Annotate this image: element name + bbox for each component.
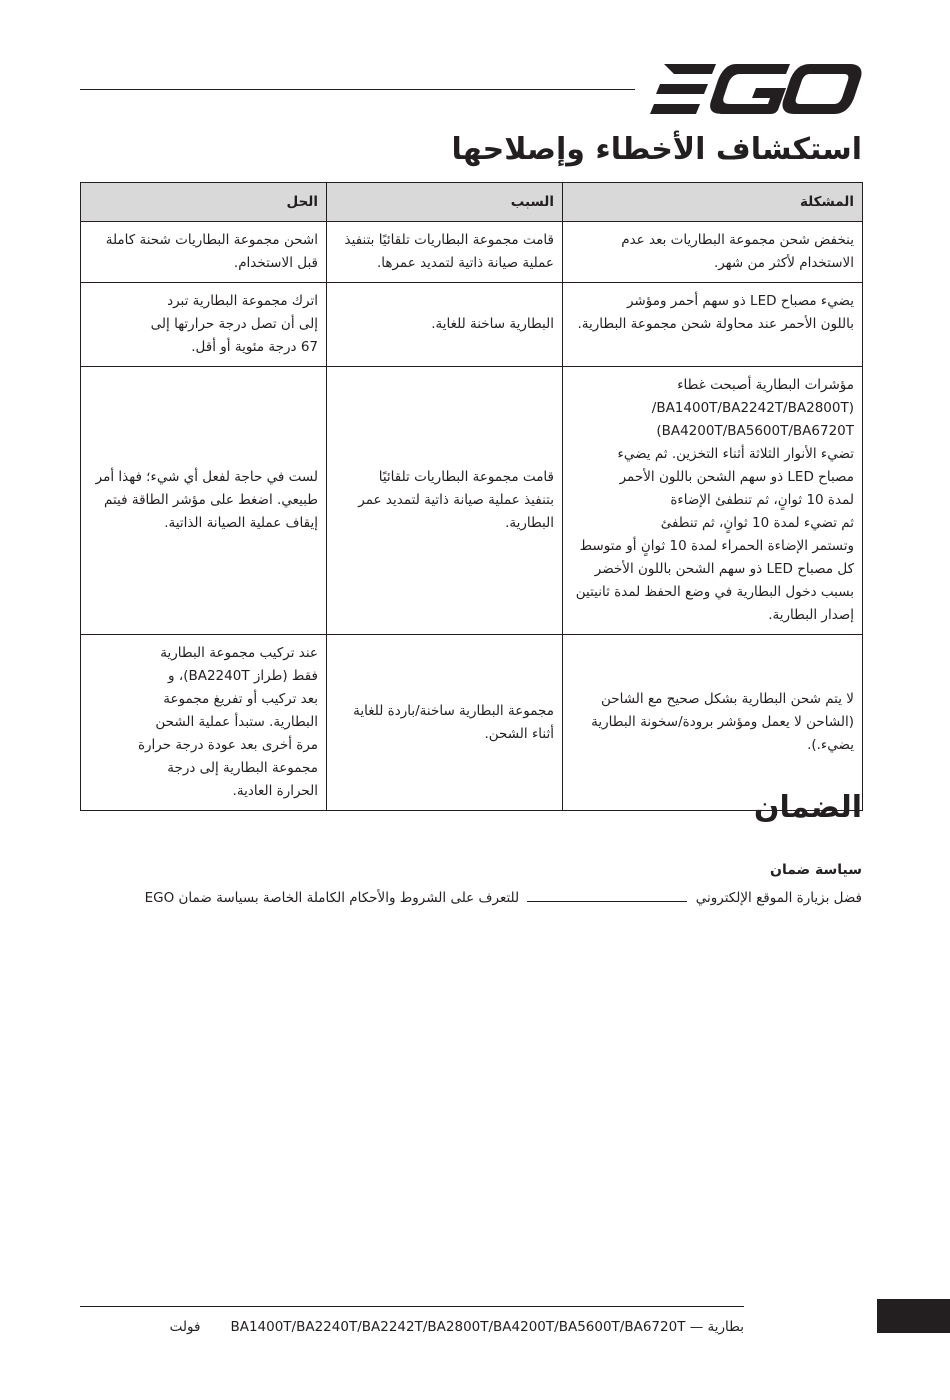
solution-text: عند تركيب مجموعة البطارية فقط (طراز BA2240T)، و بعد تركيب أو تفريغ مجموعة البطارية. ستبدأ عملية الشحن مرة أخرى بعد عودة درجة حرارة مجموعة البطارية إلى درجة الحرارة العادية.: [137, 645, 318, 799]
table-row: [81, 222, 863, 283]
solution-cell: [81, 222, 327, 283]
header-solution: الحل: [81, 183, 327, 222]
solution-cell: [81, 283, 327, 367]
table-row: [81, 635, 863, 811]
website-blank-line: [527, 889, 687, 902]
solution-text: لست في حاجة لفعل أي شيء؛ فهذا أمر طبيعي. اضغط على مؤشر الطاقة فيتم إيقاف عملية الصيانة الذاتية.: [95, 469, 318, 531]
policy-text-before: فضل بزيارة الموقع الإلكتروني: [695, 890, 862, 906]
problem-cell: [563, 635, 863, 811]
page-title: استكشاف الأخطاء وإصلاحها: [451, 132, 862, 167]
solution-cell: [81, 635, 327, 811]
table-header-row: [81, 183, 863, 222]
solution-text: اشحن مجموعة البطاريات شحنة كاملة قبل الاستخدام.: [105, 232, 318, 271]
warranty-policy-heading: سياسة ضمان: [770, 862, 862, 878]
problem-cell: [563, 222, 863, 283]
footer-rule: [80, 1306, 744, 1307]
table-row: [81, 283, 863, 367]
problem-cell: [563, 367, 863, 635]
cause-cell: [327, 367, 563, 635]
problem-text: لا يتم شحن البطارية بشكل صحيح مع الشاحن (الشاحن لا يعمل ومؤشر برودة/سخونة البطارية يضيء.).: [591, 691, 854, 753]
cause-cell: [327, 635, 563, 811]
problem-text: ينخفض شحن مجموعة البطاريات بعد عدم الاستخدام لأكثر من شهر.: [621, 232, 854, 271]
header-rule: [80, 89, 635, 90]
warranty-policy-text: [82, 889, 862, 906]
footer: [80, 1319, 744, 1335]
ego-logo: [650, 62, 862, 116]
page-number-tab: [877, 1299, 950, 1333]
problem-text: مؤشرات البطارية أصبحت غطاء (BA1400T/BA2242T/BA2800T/ BA4200T/BA5600T/BA6720T) تضيء الأنوار الثلاثة أثناء التخزين. ثم يضيء مصباح LED ذو سهم الشحن باللون الأحمر لمدة 10 ثوانٍ، ثم تنطفئ الإضاءة ثم تضيء لمدة 10 ثوانٍ، ثم تنطفئ وتستمر الإضاءة الحمراء لمدة 10 ثوانٍ أو متوسط كل مصباح LED ذو سهم الشحن باللون الأخضر بسبب دخول البطارية في وضع الحفظ لمدة ثانيتين إصدار البطارية.: [575, 377, 854, 623]
policy-text-after: للتعرف على الشروط والأحكام الكاملة الخاصة بسياسة ضمان EGO: [144, 890, 520, 906]
cause-text: مجموعة البطارية ساخنة/باردة للغاية أثناء الشحن.: [353, 702, 554, 742]
header-problem: المشكلة: [563, 183, 863, 222]
problem-text: يضيء مصباح LED ذو سهم أحمر ومؤشر باللون الأحمر عند محاولة شحن مجموعة البطارية.: [577, 293, 854, 332]
cause-text: قامت مجموعة البطاريات تلقائيًا بتنفيذ عملية صيانة ذاتية لتمديد عمر البطارية.: [358, 469, 554, 531]
solution-cell: [81, 367, 327, 635]
footer-model-list: BA1400T/BA2240T/BA2242T/BA2800T/BA4200T/BA5600T/BA6720T — بطارية: [230, 1319, 744, 1335]
cause-cell: [327, 283, 563, 367]
troubleshooting-table: [80, 182, 863, 811]
table-row: [81, 367, 863, 635]
header-cause: السبب: [327, 183, 563, 222]
cause-text: قامت مجموعة البطاريات تلقائيًا بتنفيذ عملية صيانة ذاتية لتمديد عمرها.: [344, 232, 554, 271]
cause-text: البطارية ساخنة للغاية.: [431, 316, 554, 332]
footer-unit: فولت: [169, 1319, 201, 1335]
solution-text: اترك مجموعة البطارية تبرد إلى أن تصل درجة حرارتها إلى 67 درجة مئوية أو أقل.: [150, 293, 318, 355]
warranty-title: الضمان: [753, 790, 862, 825]
cause-cell: [327, 222, 563, 283]
problem-cell: [563, 283, 863, 367]
